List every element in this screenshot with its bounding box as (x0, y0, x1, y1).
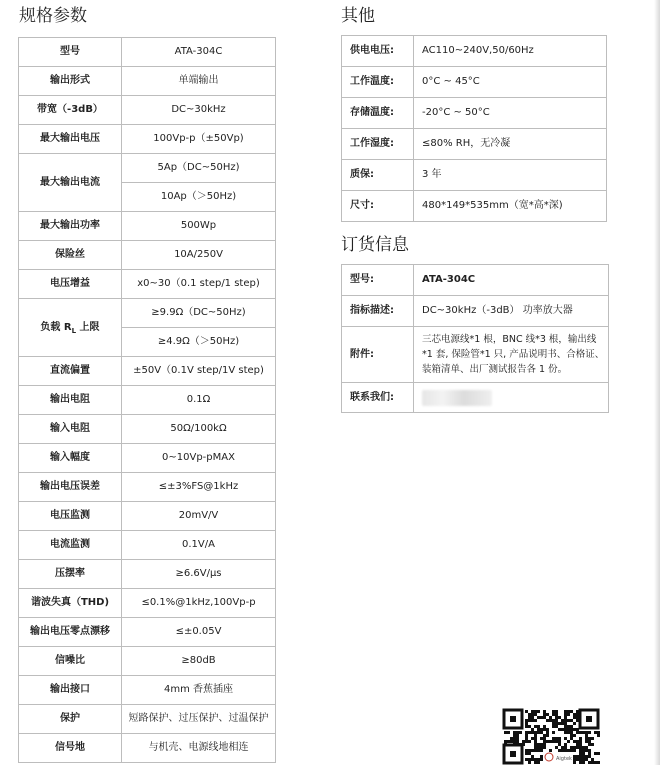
spec-row (19, 647, 276, 676)
spec-row (19, 386, 276, 415)
spec-value: 单端输出 (122, 67, 276, 96)
spec-value: ≤±0.05V (122, 618, 276, 647)
spec-label: 最大输出功率 (19, 212, 122, 241)
spec-label: 输出接口 (19, 676, 122, 705)
other-table (341, 35, 607, 222)
spec-row (19, 67, 276, 96)
spec-row (19, 560, 276, 589)
other-label: 供电电压: (342, 36, 414, 67)
spec-row (19, 531, 276, 560)
other-value: 3 年 (414, 160, 607, 191)
spec-row (19, 38, 276, 67)
spec-row (19, 734, 276, 763)
spec-row (19, 676, 276, 705)
other-value: 480*149*535mm（宽*高*深) (414, 191, 607, 222)
spec-row (19, 618, 276, 647)
spec-value: DC~30kHz (122, 96, 276, 125)
spec-value: 50Ω/100kΩ (122, 415, 276, 444)
spec-row (19, 357, 276, 386)
spec-value: 0.1V/A (122, 531, 276, 560)
qr-code (502, 708, 600, 765)
spec-value: 500Wp (122, 212, 276, 241)
spec-value: 0~10Vp-pMAX (122, 444, 276, 473)
order-table (341, 264, 609, 413)
accessory-line: 装箱清单、出厂测试报告各 1 份。 (422, 364, 568, 375)
other-row (342, 129, 607, 160)
spec-value: 5Ap（DC~50Hz) (122, 154, 276, 183)
spec-value: ≤0.1%@1kHz,100Vp-p (122, 589, 276, 618)
other-label: 存储温度: (342, 98, 414, 129)
load-label-pre: 负载 R (40, 321, 72, 333)
spec-value: 4mm 香蕉插座 (122, 676, 276, 705)
spec-value: 20mV/V (122, 502, 276, 531)
order-value-accessories (414, 327, 609, 383)
other-label: 工作湿度: (342, 129, 414, 160)
spec-label: 输出电压零点漂移 (19, 618, 122, 647)
spec-label: 最大输出电流 (19, 154, 122, 212)
spec-value: 0.1Ω (122, 386, 276, 415)
spec-label: 电压增益 (19, 270, 122, 299)
order-value: ATA-304C (414, 265, 609, 296)
other-label: 工作温度: (342, 67, 414, 98)
qr-caption: Aigtek (556, 756, 572, 762)
order-row (342, 327, 609, 383)
spec-row (19, 270, 276, 299)
spec-label: 输入电阻 (19, 415, 122, 444)
spec-value: ±50V（0.1V step/1V step) (122, 357, 276, 386)
order-heading: 订货信息 (341, 235, 409, 255)
spec-label: 信号地 (19, 734, 122, 763)
spec-heading: 规格参数 (19, 6, 87, 26)
spec-label: 保险丝 (19, 241, 122, 270)
spec-label: 输出形式 (19, 67, 122, 96)
spec-label: 输出电阻 (19, 386, 122, 415)
spec-row (19, 444, 276, 473)
spec-value: ≤±3%FS@1kHz (122, 473, 276, 502)
spec-row (19, 299, 276, 328)
other-value: 0°C ~ 45°C (414, 67, 607, 98)
spec-label-load (19, 299, 122, 357)
other-row (342, 191, 607, 222)
other-row (342, 67, 607, 98)
spec-table (18, 37, 276, 763)
spec-label: 电流监测 (19, 531, 122, 560)
spec-value: ≥4.9Ω（＞50Hz) (122, 328, 276, 357)
order-label: 指标描述: (342, 296, 414, 327)
spec-row (19, 154, 276, 183)
redacted-contact (422, 390, 492, 406)
spec-label: 输入幅度 (19, 444, 122, 473)
spec-row (19, 502, 276, 531)
order-row (342, 265, 609, 296)
spec-label: 型号 (19, 38, 122, 67)
spec-value: 10A/250V (122, 241, 276, 270)
spec-label: 带宽（-3dB） (19, 96, 122, 125)
spec-row (19, 96, 276, 125)
spec-label: 最大输出电压 (19, 125, 122, 154)
spec-row (19, 125, 276, 154)
accessory-line: *1 套, 保险管*1 只, 产品说明书、合格证、 (422, 349, 605, 360)
spec-row (19, 415, 276, 444)
spec-value: ATA-304C (122, 38, 276, 67)
spec-label: 信噪比 (19, 647, 122, 676)
spec-value: 与机壳、电源线地相连 (122, 734, 276, 763)
spec-label: 输出电压误差 (19, 473, 122, 502)
other-heading: 其他 (341, 6, 375, 26)
spec-value: ≥9.9Ω（DC~50Hz) (122, 299, 276, 328)
spec-label: 保护 (19, 705, 122, 734)
other-value: ≤80% RH，无冷凝 (414, 129, 607, 160)
spec-label: 电压监测 (19, 502, 122, 531)
spec-row (19, 212, 276, 241)
spec-label: 谐波失真（THD) (19, 589, 122, 618)
spec-value: ≥6.6V/μs (122, 560, 276, 589)
order-row (342, 296, 609, 327)
other-row (342, 98, 607, 129)
spec-value: 100Vp-p（±50Vp) (122, 125, 276, 154)
other-label: 尺寸: (342, 191, 414, 222)
qr-logo-icon (545, 753, 553, 761)
spec-value: ≥80dB (122, 647, 276, 676)
accessory-line: 三芯电源线*1 根，BNC 线*3 根，输出线 (422, 334, 597, 345)
page-edge-shadow (654, 0, 660, 765)
spec-row (19, 241, 276, 270)
other-row (342, 160, 607, 191)
other-row (342, 36, 607, 67)
order-value-contact (414, 383, 609, 413)
other-value: -20°C ~ 50°C (414, 98, 607, 129)
order-row (342, 383, 609, 413)
order-label: 型号: (342, 265, 414, 296)
spec-row (19, 473, 276, 502)
load-label-sub: L (71, 326, 77, 335)
other-label: 质保: (342, 160, 414, 191)
order-label: 附件: (342, 327, 414, 383)
spec-label: 直流偏置 (19, 357, 122, 386)
load-label-post: 上限 (76, 321, 100, 333)
order-label: 联系我们: (342, 383, 414, 413)
spec-row (19, 705, 276, 734)
spec-value: x0~30（0.1 step/1 step) (122, 270, 276, 299)
spec-label: 压摆率 (19, 560, 122, 589)
spec-row (19, 589, 276, 618)
order-value: DC~30kHz（-3dB） 功率放大器 (414, 296, 609, 327)
spec-value: 短路保护、过压保护、过温保护 (122, 705, 276, 734)
spec-value: 10Ap（＞50Hz) (122, 183, 276, 212)
other-value: AC110~240V,50/60Hz (414, 36, 607, 67)
